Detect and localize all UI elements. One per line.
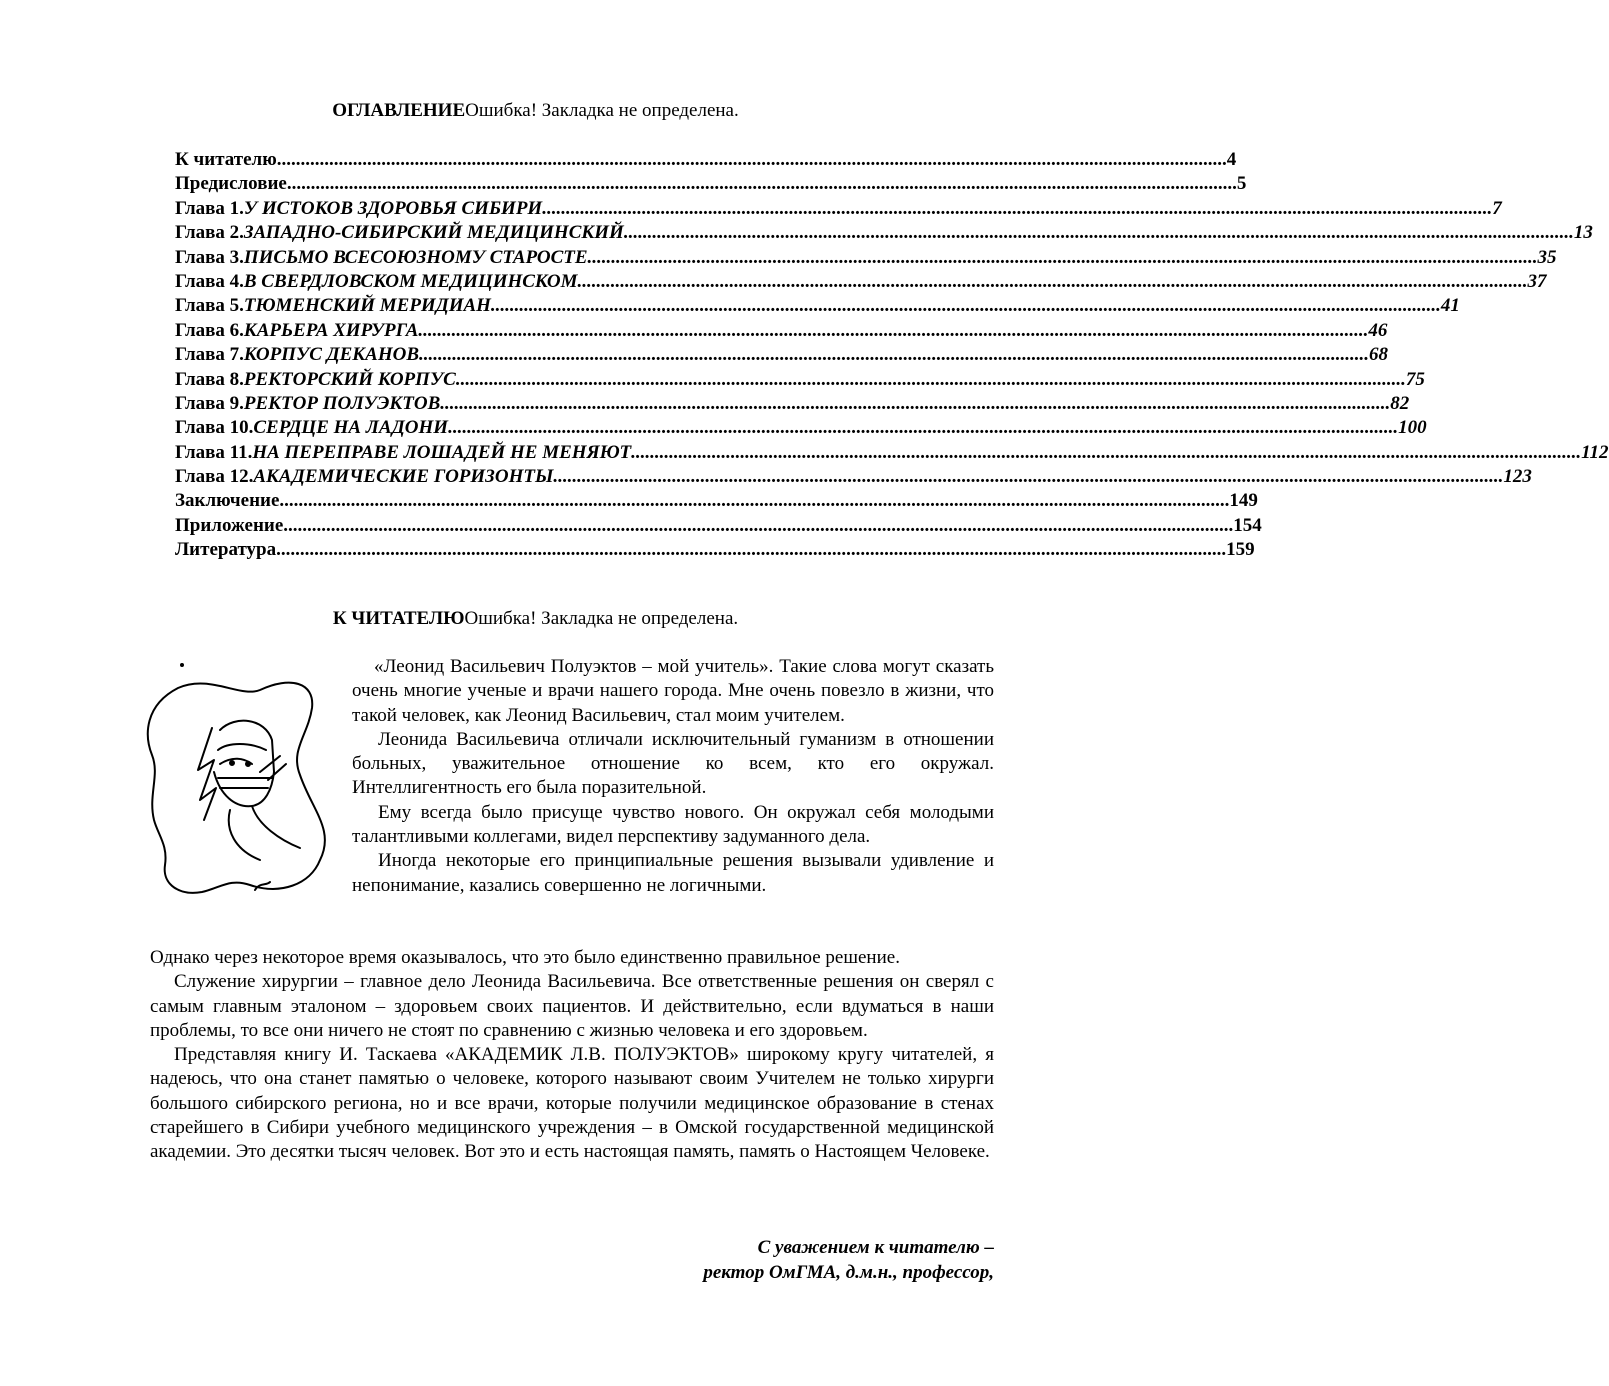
toc-entry[interactable]: [175, 489, 1258, 513]
toc-heading-title: ОГЛАВЛЕНИЕ: [332, 100, 466, 121]
toc-entry-label: Глава 8.: [175, 368, 244, 390]
toc-entry-leader: ........................................................................................................................................................................................................: [448, 417, 1399, 439]
signature-line: ректор ОмГМА, д.м.н., профессор,: [703, 1261, 994, 1283]
toc-entry[interactable]: [175, 294, 1460, 318]
toc-entry-page: 7: [1492, 197, 1502, 219]
toc-entry-label: Глава 11.: [175, 441, 253, 463]
toc-entry-label: Приложение: [175, 514, 284, 536]
toc-entry-title: ПИСЬМО ВСЕСОЮЗНОМУ СТАРОСТЕ: [243, 246, 588, 268]
toc-entry-title: КОРПУС ДЕКАНОВ: [243, 344, 420, 366]
toc-entry-leader: ........................................................................................................................................................................................................: [440, 392, 1391, 414]
toc-entry-title: НА ПЕРЕПРАВЕ ЛОШАДЕЙ НЕ МЕНЯЮТ: [252, 441, 632, 463]
toc-entry-page: 41: [1440, 295, 1460, 317]
toc-entry-leader: ........................................................................................................................................................................................................: [276, 149, 1227, 170]
toc-entry-label: Заключение: [175, 490, 280, 512]
toc-entry-leader: ........................................................................................................................................................................................................: [553, 466, 1504, 488]
toc-entry-page: 159: [1226, 539, 1255, 561]
reader-heading: [0, 607, 1071, 631]
toc-entry-page: 82: [1390, 392, 1410, 414]
toc-entry-page: 13: [1573, 222, 1593, 244]
toc-entry-page: 68: [1369, 344, 1389, 366]
toc-entry-page: 37: [1527, 270, 1547, 292]
toc-entry-page: 154: [1233, 514, 1262, 536]
toc-entry[interactable]: [175, 270, 1547, 294]
reader-paragraph: Представляя книгу И. Таскаева «АКАДЕМИК Л.В. ПОЛУЭКТОВ» широкому кругу читателей, я надеюсь, что она станет памятью о человеке, которого называют своим Учителем не только хирурги большого сибирского региона, но и все врачи, которые получили медицинское образование в стенах старейшего в Сибири учебного медицинского учреждения – в Омской государственной медицинской академии. Это десятки тысяч человек. Вот это и есть настоящая память, память о Настоящем Человеке.: [150, 1044, 994, 1163]
toc-entry-leader: ........................................................................................................................................................................................................: [577, 270, 1528, 292]
toc-entry-label: Глава 2.: [175, 222, 244, 244]
toc-entry-title: У ИСТОКОВ ЗДОРОВЬЯ СИБИРИ: [243, 197, 543, 219]
toc-entry-leader: ........................................................................................................................................................................................................: [542, 197, 1493, 219]
toc-entry-page: 4: [1226, 149, 1237, 170]
toc-entry-leader: ........................................................................................................................................................................................................: [587, 246, 1538, 268]
toc-entry-leader: ........................................................................................................................................................................................................: [418, 319, 1369, 341]
toc-entry-leader: ........................................................................................................................................................................................................: [286, 173, 1237, 195]
toc-entry[interactable]: [175, 343, 1389, 367]
signature-line: С уважением к читателю –: [757, 1237, 994, 1258]
toc-entry-title: РЕКТОР ПОЛУЭКТОВ: [243, 392, 441, 414]
toc-entry[interactable]: [175, 514, 1262, 538]
toc-entry-leader: ........................................................................................................................................................................................................: [490, 295, 1441, 317]
signature-block: [703, 1236, 994, 1285]
toc-entry[interactable]: [175, 148, 1237, 172]
reader-paragraph: «Леонид Васильевич Полуэктов – мой учитель». Такие слова могут сказать очень многие ученые и врачи нашего города. Мне очень повезло в жизни, что такой человек, как Леонид Васильевич, стал моим учителем.: [352, 656, 994, 726]
toc-entry[interactable]: [175, 246, 1557, 270]
toc-entry-page: 112: [1581, 441, 1609, 463]
toc-entry[interactable]: [175, 392, 1410, 416]
toc-entry[interactable]: [175, 368, 1425, 392]
toc-entry-label: Предисловие: [175, 173, 287, 195]
toc-entry-leader: ........................................................................................................................................................................................................: [279, 490, 1230, 512]
toc-entry-title: ТЮМЕНСКИЙ МЕРИДИАН: [243, 295, 491, 317]
toc-entry-leader: ........................................................................................................................................................................................................: [455, 368, 1406, 390]
toc-entry-leader: ........................................................................................................................................................................................................: [623, 222, 1574, 244]
toc-entry-label: Глава 5.: [175, 295, 244, 317]
reader-heading-error: Ошибка! Закладка не определена.: [464, 608, 739, 629]
toc-entry[interactable]: [175, 197, 1502, 221]
toc-entry-title: СЕРДЦЕ НА ЛАДОНИ: [253, 417, 449, 439]
toc-entry-leader: ........................................................................................................................................................................................................: [419, 344, 1370, 366]
toc-entry-leader: ........................................................................................................................................................................................................: [631, 441, 1582, 463]
toc-entry-leader: ........................................................................................................................................................................................................: [283, 514, 1234, 536]
toc-entry[interactable]: [175, 441, 1609, 465]
toc-entry-page: 123: [1503, 466, 1532, 488]
toc-entry-page: 100: [1398, 417, 1427, 439]
toc-entry-label: Глава 3.: [175, 246, 244, 268]
toc-entry-page: 149: [1229, 490, 1258, 512]
toc-entry[interactable]: [175, 221, 1593, 245]
toc-entry-title: В СВЕРДЛОВСКОМ МЕДИЦИНСКОМ: [243, 270, 578, 292]
toc-heading: [0, 99, 1071, 123]
toc-entry-leader: ........................................................................................................................................................................................................: [276, 539, 1227, 561]
toc-heading-error: Ошибка! Закладка не определена.: [465, 100, 739, 121]
toc-entry-label: Глава 1.: [175, 197, 244, 219]
toc-entry[interactable]: [175, 416, 1427, 440]
toc-entry-title: КАРЬЕРА ХИРУРГА: [243, 319, 419, 341]
reader-paragraph: Ему всегда было присуще чувство нового. Он окружал себя молодыми талантливыми коллегами, видел перспективу задуманного дела.: [352, 801, 994, 848]
toc-entry-page: 35: [1537, 246, 1557, 268]
reader-heading-title: К ЧИТАТЕЛЮ: [332, 608, 465, 629]
toc-entry-label: Глава 10.: [175, 417, 254, 439]
toc-entry-label: Глава 9.: [175, 392, 244, 414]
reader-paragraph: Иногда некоторые его принципиальные решения вызывали удивление и непонимание, казались совершенно не логичными.: [352, 850, 994, 896]
toc-entry-title: ЗАПАДНО-СИБИРСКИЙ МЕДИЦИНСКИЙ: [243, 222, 624, 244]
surgeon-sketch-illustration: [140, 660, 340, 910]
toc-entry-label: Глава 7.: [175, 344, 244, 366]
toc-entry-label: Глава 4.: [175, 270, 244, 292]
toc-entry[interactable]: [175, 465, 1532, 489]
table-of-contents: [175, 148, 1609, 563]
reader-paragraph-continuation: Однако через некоторое время оказывалось, что это было единственно правильное решение.: [150, 947, 900, 968]
toc-entry-label: Литература: [175, 539, 277, 561]
toc-entry-label: Глава 6.: [175, 319, 244, 341]
toc-entry[interactable]: [175, 538, 1255, 562]
toc-entry-label: К читателю: [175, 149, 277, 170]
reader-paragraph: Леонида Васильевича отличали исключительный гуманизм в отношении больных, уважительное отношение ко всем, кто его окружал. Интеллигентность его была поразительной.: [352, 728, 994, 799]
toc-entry-page: 75: [1405, 368, 1425, 390]
reader-text-top: [352, 655, 994, 898]
toc-entry-page: 46: [1368, 319, 1388, 341]
toc-entry[interactable]: [175, 172, 1247, 196]
toc-entry-title: АКАДЕМИЧЕСКИЕ ГОРИЗОНТЫ: [253, 466, 554, 488]
toc-entry-label: Глава 12.: [175, 466, 254, 488]
toc-entry-page: 5: [1236, 173, 1247, 195]
toc-entry-title: РЕКТОРСКИЙ КОРПУС: [243, 368, 456, 390]
toc-entry[interactable]: [175, 319, 1388, 343]
reader-paragraph: Служение хирургии – главное дело Леонида Васильевича. Все ответственные решения он сверял с самым главным эталоном – здоровьем своих пациентов. И действительно, если вдуматься в наши проблемы, то все они ничего не стоят по сравнению с жизнью человека и его здоровьем.: [150, 971, 994, 1041]
reader-text-bottom: [150, 946, 994, 1165]
